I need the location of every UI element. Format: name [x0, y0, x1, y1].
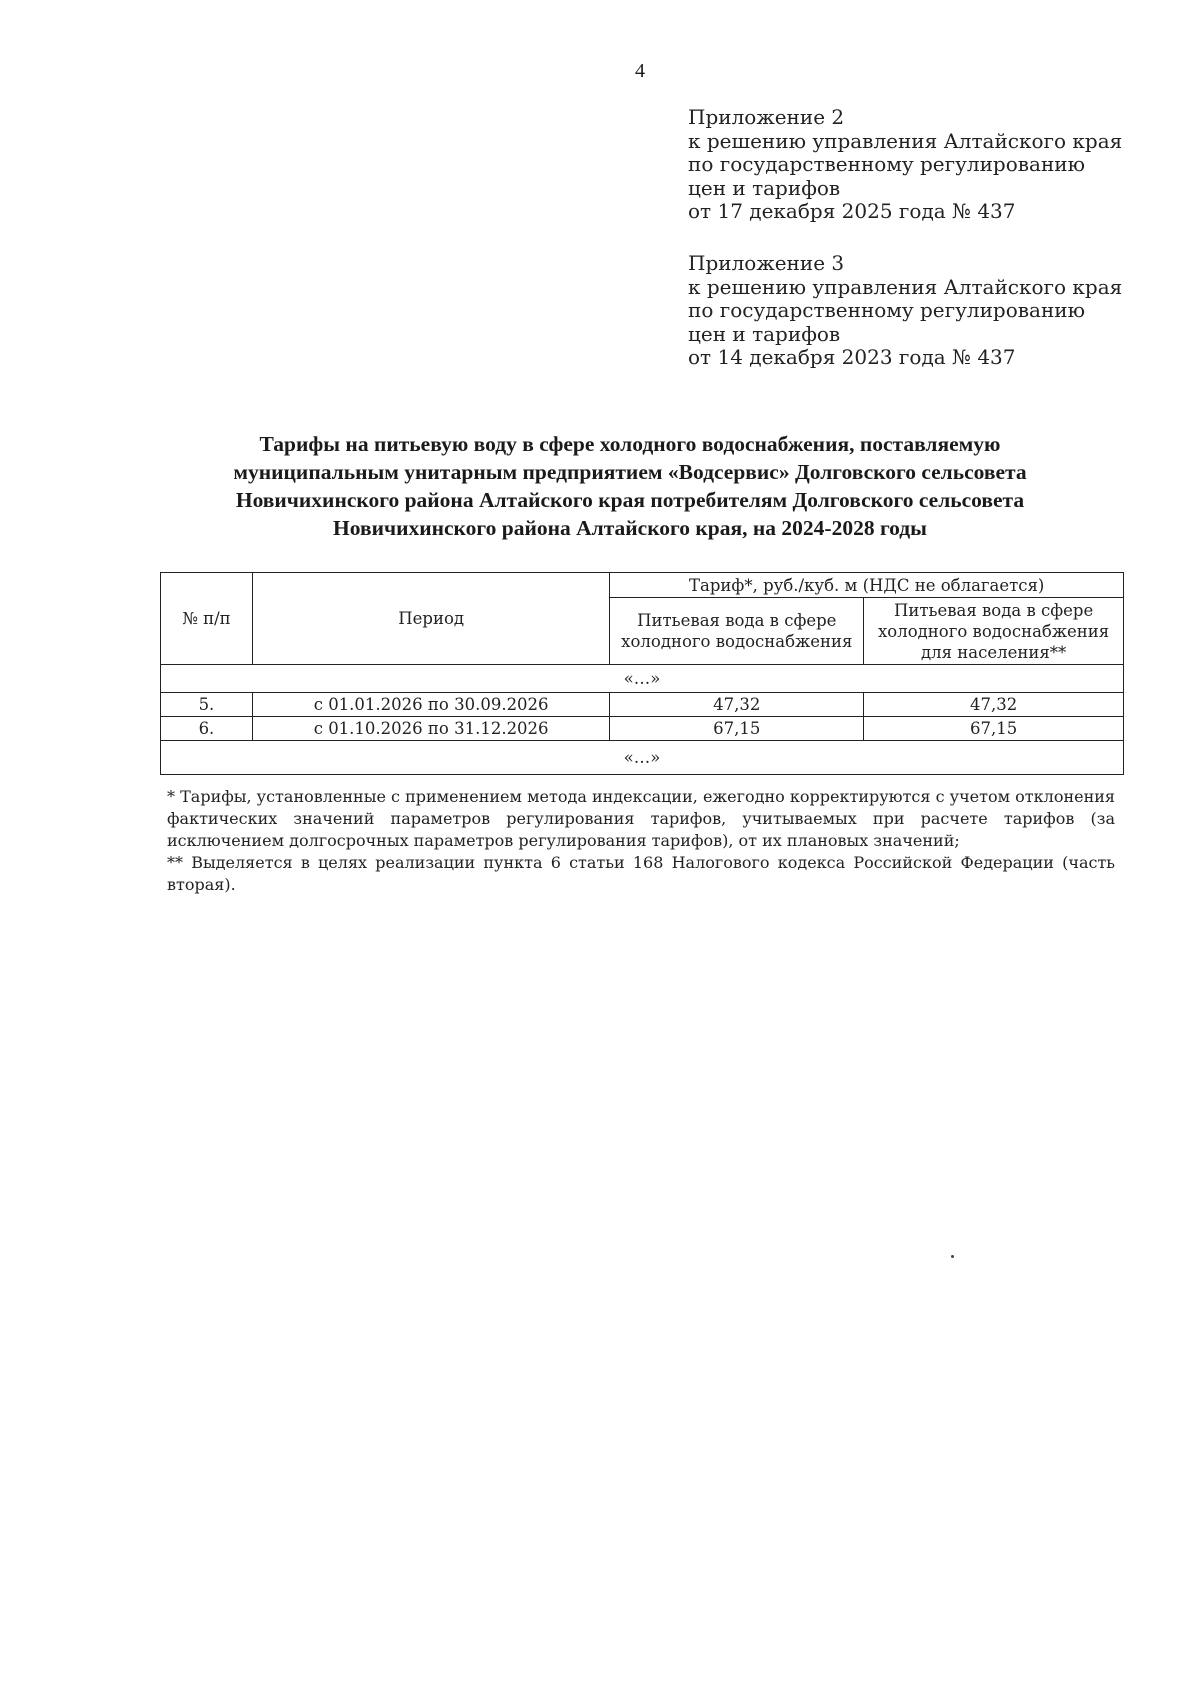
- appendix-line: Приложение 3: [688, 251, 845, 275]
- title-line: Тарифы на питьевую воду в сфере холодного водоснабжения, поставляемую: [259, 432, 1001, 456]
- footnote-indexation: * Тарифы, установленные с применением метода индексации, ежегодно корректируются с учетом отклонения фактических значений параметров регулирования тарифов, учитываемых при расчете тарифов (за исключением долгосрочных параметров регулирования тарифов), от их плановых значений;: [167, 787, 1115, 850]
- header-water: Питьевая вода в сфере холодного водоснабжения: [610, 598, 864, 665]
- cell-tariff: 67,15: [610, 717, 864, 741]
- footnote-vat: ** Выделяется в целях реализации пункта 6 статьи 168 Налогового кодекса Российской Федерации (часть вторая).: [167, 853, 1115, 894]
- header-tariff-group: Тариф*, руб./куб. м (НДС не облагается): [610, 573, 1124, 598]
- appendix-line: к решению управления Алтайского края: [688, 274, 1123, 299]
- title-line: Новичихинского района Алтайского края, на 2024-2028 годы: [333, 516, 927, 540]
- appendix-line: цен и тарифов: [688, 175, 841, 200]
- cell-tariff-population: 47,32: [864, 693, 1124, 717]
- title-line: муниципальным унитарным предприятием «Водсервис» Долговского сельсовета: [233, 460, 1027, 484]
- table-row: [161, 693, 1124, 717]
- page-number: 4: [635, 60, 645, 82]
- table-ellipsis-row: [161, 665, 1124, 693]
- appendix-line: Приложение 2: [688, 105, 845, 129]
- ellipsis-cell: «…»: [161, 741, 1124, 775]
- appendix-line: от 17 декабря 2025 года № 437: [688, 199, 1016, 223]
- cell-tariff-population: 67,15: [864, 717, 1124, 741]
- appendix-2-header: [688, 106, 1158, 224]
- header-num: № п/п: [161, 573, 253, 665]
- appendix-line: по государственному регулированию: [688, 298, 1086, 322]
- cell-num: 6.: [161, 717, 253, 741]
- cell-period: с 01.01.2026 по 30.09.2026: [252, 693, 610, 717]
- cell-tariff: 47,32: [610, 693, 864, 717]
- cell-period: с 01.10.2026 по 31.12.2026: [252, 717, 610, 741]
- document-title: [150, 430, 1110, 542]
- appendix-line: по государственному регулированию: [688, 152, 1086, 176]
- table-ellipsis-row: [161, 741, 1124, 775]
- table-row: [161, 717, 1124, 741]
- footnotes: [167, 786, 1115, 896]
- header-period: Период: [252, 573, 610, 665]
- title-line: Новичихинского района Алтайского края потребителям Долговского сельсовета: [235, 488, 1025, 512]
- appendix-line: цен и тарифов: [688, 321, 841, 346]
- scan-dot: [951, 1255, 954, 1258]
- appendix-line: к решению управления Алтайского края: [688, 128, 1123, 153]
- appendix-3-header: [688, 252, 1158, 370]
- tariff-table: [160, 572, 1124, 775]
- header-population: Питьевая вода в сфере холодного водоснабжения для населения**: [864, 598, 1124, 665]
- cell-num: 5.: [161, 693, 253, 717]
- table-header-row: [161, 573, 1124, 598]
- ellipsis-cell: «…»: [161, 665, 1124, 693]
- appendix-line: от 14 декабря 2023 года № 437: [688, 345, 1016, 369]
